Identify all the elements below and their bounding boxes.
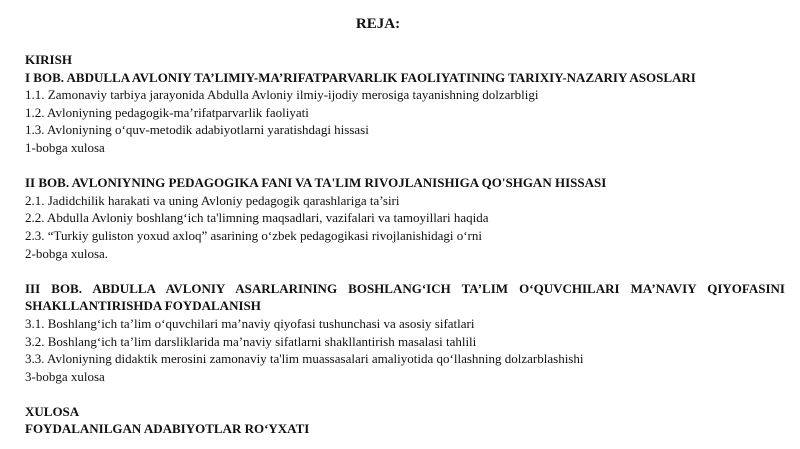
chapter-1-item-2: 1.2. Avloniyning pedagogik-ma’rifatparvarlik faoliyati [25, 104, 309, 120]
chapter-1-item-1: 1.1. Zamonaviy tarbiya jarayonida Abdulla Avloniy ilmiy-ijodiy merosiga tayanishning dolzarbligi [25, 87, 539, 103]
chapter-2-item-2: 2.2. Abdulla Avloniy boshlang‘ich ta'limning maqsadlari, vazifalari va tamoyillari haqida [25, 210, 489, 226]
intro-heading: KIRISH [25, 52, 72, 67]
section-gap [25, 157, 785, 175]
conclusion-heading: XULOSA [25, 403, 80, 419]
chapter-1-summary: 1-bobga xulosa [25, 139, 105, 155]
chapter-3-heading-line-2: SHAKLLANTIRISHDA FOYDALANISH [25, 298, 261, 314]
references-heading: FOYDALANILGAN ADABIYOTLAR RO‘YXATI [25, 421, 310, 437]
section-gap [25, 385, 785, 403]
chapter-3-item-2: 3.2. Boshlang‘ich ta’lim darsliklarida ma’naviy sifatlarni shakllantirish masalasi tahlili [25, 333, 477, 349]
chapter-2-heading: II BOB. AVLONIYNING PEDAGOGIKA FANI VA TA'LIM RIVOJLANISHIGA QO'SHGAN HISSASI [25, 175, 607, 191]
chapter-2-item-3: 2.3. “Turkiy guliston yoxud axloq” asarining o‘zbek pedagogikasi rivojlanishidagi o‘rni [25, 227, 482, 243]
chapter-3-item-1: 3.1. Boshlang‘ich ta’lim o‘quvchilari ma’naviy qiyofasi tushunchasi va asosiy sifatlari [25, 315, 475, 331]
chapter-3-summary: 3-bobga xulosa [25, 368, 105, 384]
chapter-3-heading-line-1: III BOB. ABDULLA AVLONIY ASARLARINING BOSHLANG‘ICH TA’LIM O‘QUVCHILARI MA’NAVIY QIYOFASINI [25, 280, 785, 296]
chapter-3-item-3: 3.3. Avloniyning didaktik merosini zamonaviy ta'lim muassasalari amaliyotida qo‘llashning dolzarblashishi [25, 351, 584, 367]
chapter-1-item-3: 1.3. Avloniyning o‘quv-metodik adabiyotlarni yaratishdagi hissasi [25, 122, 369, 138]
table-of-contents [25, 51, 785, 438]
page-title: REJA: [355, 16, 401, 32]
chapter-1-heading: I BOB. ABDULLA AVLONIY TA’LIMIY-MA’RIFATPARVARLIK FAOLIYATINING TARIXIY-NAZARIY ASOSLARI [25, 69, 696, 85]
chapter-2-item-1: 2.1. Jadidchilik harakati va uning Avloniy pedagogik qarashlariga ta’siri [25, 192, 400, 208]
section-gap [25, 262, 785, 280]
chapter-2-summary: 2-bobga xulosa. [25, 245, 109, 261]
